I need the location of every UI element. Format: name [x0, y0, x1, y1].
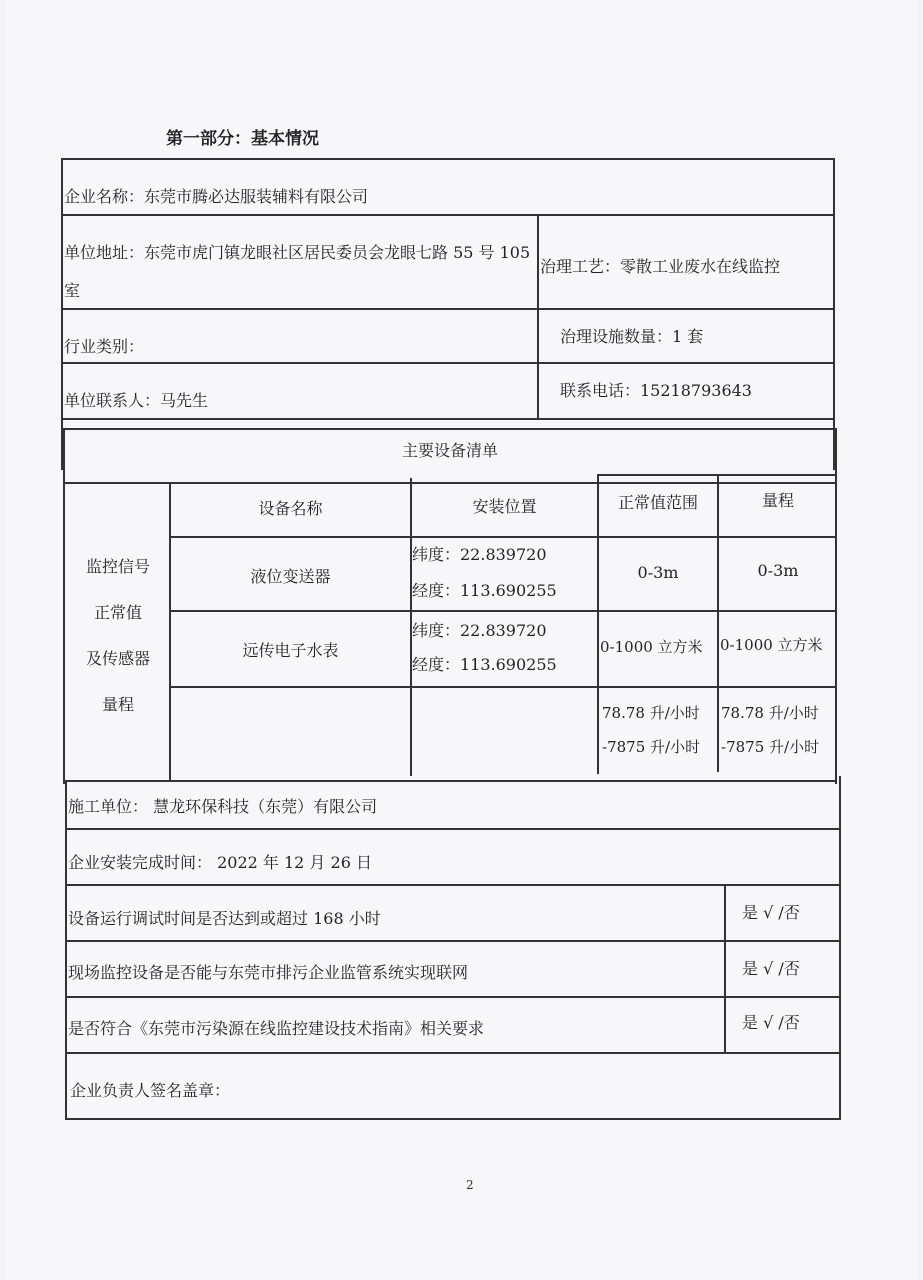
address-line-2: 室 [64, 281, 81, 300]
company-name: 企业名称：东莞市腾必达服装辅料有限公司 [64, 187, 369, 206]
equipment-row-1-name: 液位变送器 [250, 567, 331, 586]
left-label-line-1: 监控信号 [85, 557, 150, 576]
equipment-row-1-lon: 经度：113.690255 [412, 581, 557, 600]
equipment-row-3-range-2: -7875 升/小时 [721, 738, 820, 756]
equipment-row-2-range: 0-1000 立方米 [720, 636, 823, 654]
header-install-location: 安装位置 [472, 497, 537, 516]
address-line-1: 单位地址：东莞市虎门镇龙眼社区居民委员会龙眼七路 55 号 105 [64, 243, 531, 262]
contact-phone: 联系电话：15218793643 [560, 381, 752, 400]
equipment-row-3-range-1: 78.78 升/小时 [721, 704, 819, 722]
industry-category: 行业类别： [64, 337, 145, 356]
equipment-list-title: 主要设备清单 [401, 441, 498, 460]
equipment-row-1-lat: 纬度：22.839720 [412, 545, 547, 564]
page-number: 2 [466, 1178, 474, 1192]
equipment-row-1-normal-range: 0-3m [637, 563, 679, 582]
header-equipment-name: 设备名称 [258, 499, 323, 518]
check-answer-2: 是 √ /否 [742, 959, 800, 978]
header-normal-range: 正常值范围 [617, 493, 698, 512]
equipment-row-3-normal-range-1: 78.78 升/小时 [602, 704, 700, 722]
left-label-line-3: 及传感器 [85, 649, 150, 668]
check-question-3: 是否符合《东莞市污染源在线监控建设技术指南》相关要求 [68, 1019, 485, 1038]
check-answer-1: 是 √ /否 [742, 903, 800, 922]
left-label-line-4: 量程 [101, 695, 134, 714]
equipment-row-2-lat: 纬度：22.839720 [412, 621, 547, 640]
section-title: 第一部分：基本情况 [166, 129, 319, 149]
contact-person: 单位联系人：马先生 [64, 391, 209, 410]
check-answer-3: 是 √ /否 [742, 1013, 800, 1032]
signature-label: 企业负责人签名盖章： [70, 1081, 231, 1100]
equipment-row-2-lon: 经度：113.690255 [412, 655, 557, 674]
check-question-1: 设备运行调试时间是否达到或超过 168 小时 [68, 909, 381, 928]
install-completion-time: 企业安装完成时间： 2022 年 12 月 26 日 [68, 853, 372, 872]
left-label-line-2: 正常值 [93, 603, 142, 622]
equipment-row-2-normal-range: 0-1000 立方米 [600, 638, 703, 656]
equipment-row-3-normal-range-2: -7875 升/小时 [602, 738, 701, 756]
equipment-row-2-name: 远传电子水表 [242, 641, 339, 660]
construction-unit: 施工单位： 慧龙环保科技（东莞）有限公司 [68, 797, 378, 816]
check-question-2: 现场监控设备是否能与东莞市排污企业监管系统实现联网 [68, 963, 469, 982]
treatment-process: 治理工艺：零散工业废水在线监控 [540, 257, 781, 276]
header-range: 量程 [761, 491, 794, 510]
facility-count: 治理设施数量：1 套 [560, 327, 704, 346]
equipment-row-1-range: 0-3m [757, 561, 799, 580]
